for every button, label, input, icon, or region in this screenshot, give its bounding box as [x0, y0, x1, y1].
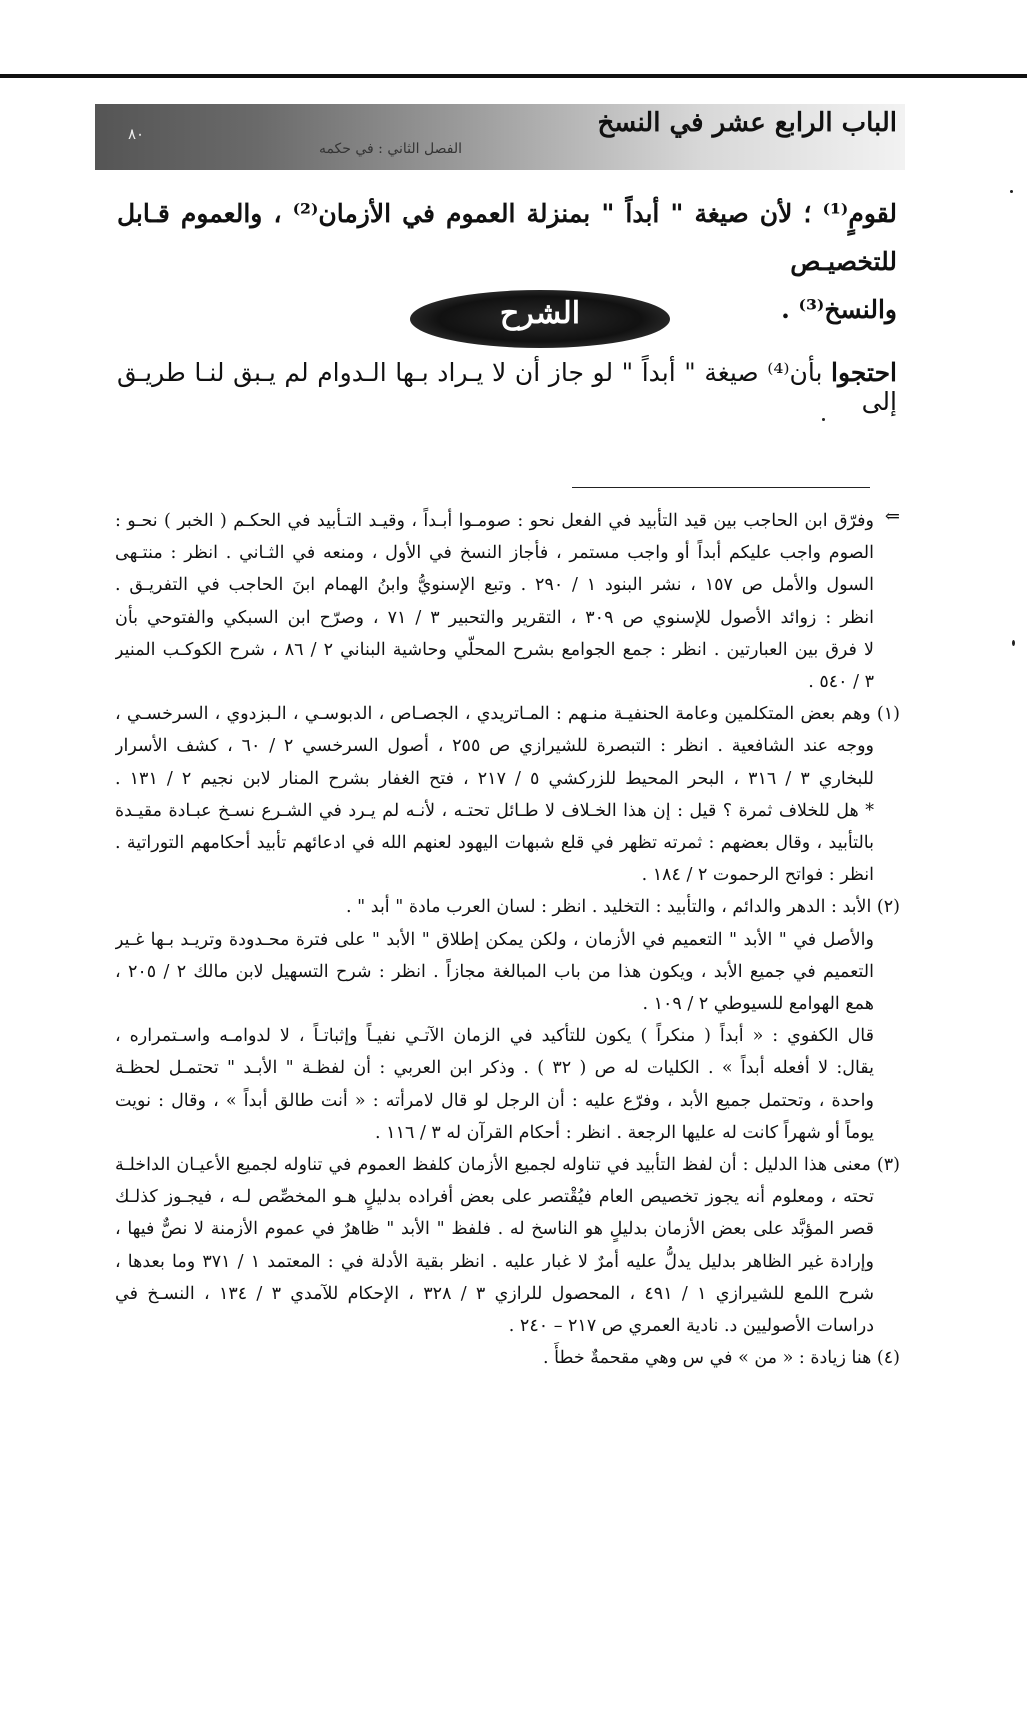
- footnote-line: الصوم واجب عليكم أبداً أو واجب مستمر ، فأجاز النسخ في الأول ، ومنعه في الثـاني . انظر : منتـهى: [115, 543, 874, 564]
- footnote-line: قصر المؤبَّد على بعض الأزمان بدليلٍ هو الناسخ له . فلفظ " الأبد " ظاهرٌ في عموم الأزمنة لا نصٌّ فيها ،: [115, 1219, 875, 1240]
- footnote-line: انظر : فواتح الرحموت ٢ / ١٨٤ .: [641, 865, 874, 886]
- top-rule: [0, 74, 1027, 78]
- footnotes: [115, 505, 900, 1374]
- footnote-line: واحدة ، وتحتمل جميع الأبد ، وفرّع عليه : أن الرجل لو قال لامرأته : « أنت طالق أبداً » ، وقال : نويت: [115, 1090, 874, 1111]
- footnote-line: شرح اللمع للشيرازي ١ / ٤٩١ ، المحصول للرازي ٣ / ٣٢٨ ، الإحكام للآمدي ٣ / ١٣٤ ، النسـخ في: [115, 1283, 875, 1304]
- footnote-line: ٣ / ٥٤٠ .: [808, 672, 874, 693]
- footnote-line: وفرّق ابن الحاجب بين قيد التأبيد في الفعل نحو : صومـوا أبـداً ، وقيـد التـأبيد في الحكـم ( الخبر ) نحـو :: [115, 511, 874, 531]
- main-text-line-2: والنسخ⁽³⁾ .: [781, 295, 897, 324]
- footnote-line: ووجه عند الشافعية . انظر : التبصرة للشيرازي ص ٢٥٥ ، أصول السرخسي ٢ / ٦٠ ، كشف الأسرار: [115, 736, 875, 757]
- scan-speck: [1012, 640, 1015, 646]
- chapter-title: الباب الرابع عشر في النسخ: [597, 108, 897, 138]
- footnote-line: دراسات الأصوليين د. نادية العمري ص ٢١٧ – ٢٤٠ .: [508, 1316, 874, 1337]
- footnote-line: همع الهوامع للسيوطي ٢ / ١٠٩ .: [642, 994, 874, 1015]
- footnote-line: (٢) الأبد : الدهر والدائم ، والتأبيد : التخليد . انظر : لسان العرب مادة " أبد " .: [346, 897, 900, 918]
- footnote-line: (٤) هنا زيادة : « من » في س وهي مقحمةٌ خطأً .: [543, 1348, 900, 1369]
- footnote-line: تحته ، ومعلوم أنه يجوز تخصيص العام فيُقْتصر على بعض أفراده بدليلٍ هـو المخصِّص لـه ، فيجـوز كذلـك: [115, 1187, 874, 1208]
- footnote-line: لا فرق بين العبارتين . انظر : جمع الجوامع بشرح المحلّي وحاشية البناني ٢ / ٨٦ ، شرح الكوكـب المنير: [115, 639, 874, 660]
- commentary-text: [117, 358, 897, 416]
- footnote-line: وإرادة غير الظاهر بدليل يدلُّ عليه أمرٌ لا غبار عليه . انظر بقية الأدلة في : المعتمد ١ / ٣٧١ وما بعدها ،: [115, 1251, 874, 1272]
- section-subtitle: الفصل الثاني : في حكمه: [318, 141, 462, 157]
- heading-label: الشرح: [499, 296, 581, 331]
- footnote-line: السول والأمل ص ١٥٧ ، نشر البنود ١ / ٢٩٠ . وتبع الإسنويُّ وابنُ الهمام ابنَ الحاجب في التفريـق .: [115, 575, 874, 596]
- scan-speck: [822, 418, 825, 421]
- footnote-line: يوماً أو شهراً كانت له عليها الرجعة . انظر : أحكام القرآن له ٣ / ١١٦ .: [375, 1122, 874, 1143]
- footnote-line: (٣) معنى هذا الدليل : أن لفظ التأبيد في تناوله لجميع الأزمان كلفظ العموم في تناوله لجميع الأعيـان الداخلـة: [115, 1155, 900, 1176]
- footnote-line: والأصل في " الأبد " التعميم في الأزمان ، ولكن يمكن إطلاق " الأبد " على فترة محـدودة وتريـد بـها غـير: [115, 929, 874, 950]
- footnote-line: انظر : زوائد الأصول للإسنوي ص ٣٠٩ ، التقرير والتحبير ٣ / ٧١ ، وصرّح ابن السبكي والفتوحي بأن: [115, 607, 874, 628]
- page-number: ٨٠: [128, 125, 145, 143]
- footnote-line: * هل للخلاف ثمرة ؟ قيل : إن هذا الخـلاف لا طـائل تحتـه ، لأنـه لم يـرد في الشـرع نسـخ عبـادة مقيـدة: [115, 800, 874, 821]
- footnote-line: (١) وهم بعض المتكلمين وعامة الحنفيـة منـهم : المـاتريدي ، الجصـاص ، الدبوسـي ، الـبزدوي ، السرخسـي ،: [115, 704, 900, 725]
- commentary-heading: [410, 290, 670, 348]
- footnote-line: للبخاري ٣ / ٣١٦ ، البحر المحيط للزركشي ٥ / ٢١٧ ، فتح الغفار بشرح المنار لابن نجيم ٢ / ١٣١ .: [115, 768, 874, 789]
- scan-speck: [1010, 190, 1013, 193]
- continuation-arrow-icon: ⇐: [884, 506, 900, 527]
- commentary-rest: بأن⁽⁴⁾ صيغة " أبداً " لو جاز أن لا يـراد بـها الـدوام لم يـبق لنـا طريـق إلى: [117, 358, 897, 416]
- footnote-line: بالتأبيد ، وقال بعضهم : ثمرته تظهر في قلع شبهات اليهود لعنهم الله في ادعائهم تأبيد أحكامهم التوراتية .: [115, 833, 874, 854]
- commentary-lead-word: احتجوا: [831, 358, 897, 387]
- footnote-separator: [572, 487, 870, 488]
- footnote-line: التعميم في جميع الأبد ، ويكون هذا من باب المبالغة مجازاً . انظر : شرح التسهيل لابن مالك ٢ / ٢٠٥ ،: [115, 961, 874, 982]
- main-text-line-1: لقومٍ⁽¹⁾ ؛ لأن صيغة " أبداً " بمنزلة العموم في الأزمان⁽²⁾ ، والعموم قـابل للتخصيـص: [117, 199, 897, 276]
- footnote-line: يقال: لا أفعله أبداً » . الكليات له ص ( ٣٢ ) . وذكر ابن العربي : أن لفظـة " الأبـد " تحتمـل لحظـة: [115, 1058, 875, 1079]
- footnote-line: قال الكفوي : « أبداً ( منكراً ) يكون للتأكيد في الزمان الآتـي نفيـاً وإثباتـاً ، لا لدوامـه واسـتمراره ،: [115, 1026, 874, 1047]
